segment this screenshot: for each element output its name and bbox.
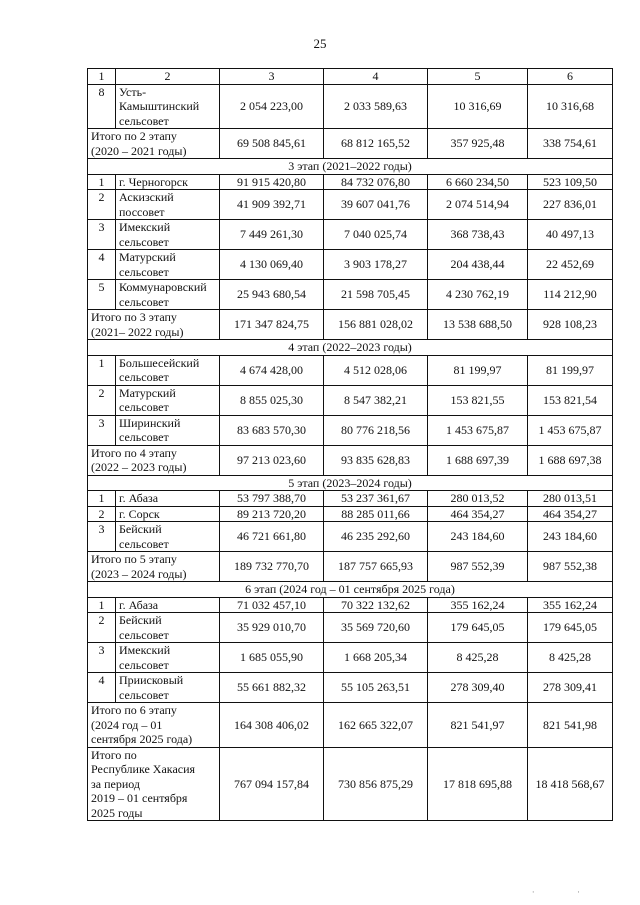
value-cell: 278 309,41	[528, 673, 613, 703]
value-cell: 464 354,27	[428, 506, 528, 522]
table-row	[88, 250, 613, 280]
value-cell: 39 607 041,76	[324, 190, 428, 220]
table-row	[88, 280, 613, 310]
value-cell: 41 909 392,71	[220, 190, 324, 220]
stage-label: 3 этап (2021–2022 годы)	[88, 159, 613, 175]
row-number: 4	[88, 673, 116, 703]
name-line: Бейский	[119, 613, 162, 627]
value-cell: 278 309,40	[428, 673, 528, 703]
name-cell	[88, 445, 220, 475]
value-cell: 987 552,39	[428, 552, 528, 582]
name-line: (2021– 2022 годы)	[91, 324, 184, 339]
value-cell: 1 453 675,87	[528, 415, 613, 445]
total-row	[88, 747, 613, 821]
value-cell: 280 013,52	[428, 491, 528, 507]
value-cell: 1 668 205,34	[324, 643, 428, 673]
name-cell	[116, 190, 220, 220]
value-cell: 69 508 845,61	[220, 129, 324, 159]
value-cell: 55 105 263,51	[324, 673, 428, 703]
name-line: Итого по 4 этапу	[91, 445, 177, 460]
value-cell: 93 835 628,83	[324, 445, 428, 475]
value-cell: 243 184,60	[528, 522, 613, 552]
table-row	[88, 643, 613, 673]
table-row	[88, 190, 613, 220]
value-cell: 187 757 665,93	[324, 552, 428, 582]
column-header: 3	[220, 69, 324, 85]
value-cell: 88 285 011,66	[324, 506, 428, 522]
name-line: (2022 – 2023 годы)	[91, 460, 187, 474]
stage-row	[88, 340, 613, 356]
name-line: Ширинский	[119, 415, 181, 430]
value-cell: 46 235 292,60	[324, 522, 428, 552]
name-line: 2019 – 01 сентября	[91, 791, 188, 805]
name-cell	[116, 673, 220, 703]
value-cell: 730 856 875,29	[324, 747, 428, 821]
total-row	[88, 129, 613, 159]
row-number: 3	[88, 415, 116, 445]
name-line: Итого по 3 этапу	[91, 310, 177, 324]
value-cell: 25 943 680,54	[220, 280, 324, 310]
name-line: сентября 2025 года)	[91, 732, 193, 746]
value-cell: 987 552,38	[528, 552, 613, 582]
table-row	[88, 673, 613, 703]
name-line: г. Сорск	[119, 506, 160, 521]
value-cell: 21 598 705,45	[324, 280, 428, 310]
name-line: Усть-	[119, 84, 147, 99]
value-cell: 1 685 055,90	[220, 643, 324, 673]
table-row	[88, 613, 613, 643]
row-number: 1	[88, 174, 116, 190]
row-number: 2	[88, 506, 116, 522]
name-line: сельсовет	[119, 687, 169, 702]
value-cell: 153 821,54	[528, 385, 613, 415]
column-header: 6	[528, 69, 613, 85]
name-cell	[116, 522, 220, 552]
value-cell: 338 754,61	[528, 129, 613, 159]
name-line: сельсовет	[119, 657, 169, 672]
value-cell: 357 925,48	[428, 129, 528, 159]
name-cell	[116, 506, 220, 522]
name-line: г. Черногорск	[119, 174, 188, 189]
row-number: 3	[88, 522, 116, 552]
value-cell: 81 199,97	[528, 355, 613, 385]
name-line: Камыштинский	[119, 99, 200, 113]
value-cell: 97 213 023,60	[220, 445, 324, 475]
name-line: Приисковый	[119, 673, 184, 687]
value-cell: 4 512 028,06	[324, 355, 428, 385]
name-cell	[88, 129, 220, 159]
value-cell: 18 418 568,67	[528, 747, 613, 821]
value-cell: 227 836,01	[528, 190, 613, 220]
value-cell: 53 797 388,70	[220, 491, 324, 507]
value-cell: 821 541,97	[428, 703, 528, 748]
row-number: 1	[88, 491, 116, 507]
column-header: 5	[428, 69, 528, 85]
value-cell: 8 425,28	[528, 643, 613, 673]
name-cell	[116, 597, 220, 613]
total-row	[88, 703, 613, 748]
name-line: сельсовет	[119, 234, 169, 249]
name-cell	[116, 280, 220, 310]
row-number: 3	[88, 220, 116, 250]
name-line: Бейский	[119, 522, 162, 536]
table-row	[88, 385, 613, 415]
table-row	[88, 84, 613, 129]
value-cell: 7 449 261,30	[220, 220, 324, 250]
name-line: Республике Хакасия	[91, 762, 196, 776]
name-cell	[116, 174, 220, 190]
value-cell: 179 645,05	[428, 613, 528, 643]
value-cell: 280 013,51	[528, 491, 613, 507]
name-cell	[116, 643, 220, 673]
value-cell: 4 674 428,00	[220, 355, 324, 385]
page-number: 25	[313, 36, 327, 51]
stage-label: 6 этап (2024 год – 01 сентября 2025 года)	[88, 582, 613, 598]
name-cell	[116, 385, 220, 415]
table-row	[88, 355, 613, 385]
name-cell	[88, 747, 220, 821]
row-number: 2	[88, 190, 116, 220]
header-row	[88, 69, 613, 85]
table-row	[88, 506, 613, 522]
value-cell: 4 230 762,19	[428, 280, 528, 310]
column-header: 4	[324, 69, 428, 85]
name-line: Матурский	[119, 385, 176, 400]
value-cell: 84 732 076,80	[324, 174, 428, 190]
row-number: 8	[88, 84, 116, 129]
name-line: Итого по 6 этапу	[91, 703, 177, 717]
value-cell: 17 818 695,88	[428, 747, 528, 821]
value-cell: 368 738,43	[428, 220, 528, 250]
name-line: Большесейский	[119, 355, 200, 370]
name-cell	[116, 415, 220, 445]
table-row	[88, 174, 613, 190]
name-line: сельсовет	[119, 430, 169, 444]
value-cell: 464 354,27	[528, 506, 613, 522]
name-cell	[116, 355, 220, 385]
value-cell: 2 033 589,63	[324, 84, 428, 129]
name-line: Итого по	[91, 747, 137, 762]
name-line: сельсовет	[119, 264, 169, 279]
table-row	[88, 220, 613, 250]
value-cell: 162 665 322,07	[324, 703, 428, 748]
value-cell: 3 903 178,27	[324, 250, 428, 280]
total-row	[88, 310, 613, 340]
value-cell: 171 347 824,75	[220, 310, 324, 340]
name-line: поссовет	[119, 204, 165, 219]
name-cell	[116, 250, 220, 280]
value-cell: 767 094 157,84	[220, 747, 324, 821]
name-line: сельсовет	[119, 113, 169, 128]
name-cell	[116, 84, 220, 129]
value-cell: 55 661 882,32	[220, 673, 324, 703]
name-line: Итого по 5 этапу	[91, 552, 177, 566]
name-line: г. Абаза	[119, 597, 159, 612]
row-number: 3	[88, 643, 116, 673]
value-cell: 156 881 028,02	[324, 310, 428, 340]
name-line: Итого по 2 этапу	[91, 129, 177, 143]
name-line: Матурский	[119, 250, 176, 264]
value-cell: 8 425,28	[428, 643, 528, 673]
name-cell	[116, 491, 220, 507]
value-cell: 35 569 720,60	[324, 613, 428, 643]
row-number: 2	[88, 613, 116, 643]
stage-row	[88, 159, 613, 175]
value-cell: 10 316,69	[428, 84, 528, 129]
name-line: сельсовет	[119, 370, 169, 384]
column-header: 1	[88, 69, 116, 85]
value-cell: 7 040 025,74	[324, 220, 428, 250]
value-cell: 2 074 514,94	[428, 190, 528, 220]
value-cell: 1 453 675,87	[428, 415, 528, 445]
value-cell: 8 855 025,30	[220, 385, 324, 415]
name-line: сельсовет	[119, 536, 169, 551]
value-cell: 355 162,24	[428, 597, 528, 613]
name-line: (2024 год – 01	[91, 717, 163, 732]
value-cell: 355 162,24	[528, 597, 613, 613]
name-cell	[116, 220, 220, 250]
name-line: за период	[91, 776, 140, 791]
value-cell: 164 308 406,02	[220, 703, 324, 748]
value-cell: 4 130 069,40	[220, 250, 324, 280]
name-line: Аскизский	[119, 190, 174, 204]
value-cell: 114 212,90	[528, 280, 613, 310]
value-cell: 68 812 165,52	[324, 129, 428, 159]
value-cell: 179 645,05	[528, 613, 613, 643]
value-cell: 53 237 361,67	[324, 491, 428, 507]
value-cell: 40 497,13	[528, 220, 613, 250]
value-cell: 70 322 132,62	[324, 597, 428, 613]
value-cell: 8 547 382,21	[324, 385, 428, 415]
row-number: 5	[88, 280, 116, 310]
value-cell: 928 108,23	[528, 310, 613, 340]
name-cell	[88, 310, 220, 340]
name-line: сельсовет	[119, 400, 169, 414]
name-cell	[116, 613, 220, 643]
name-line: Коммунаровский	[119, 280, 207, 294]
value-cell: 13 538 688,50	[428, 310, 528, 340]
table-row	[88, 415, 613, 445]
name-line: Имекский	[119, 220, 171, 234]
name-line: г. Абаза	[119, 491, 159, 505]
value-cell: 80 776 218,56	[324, 415, 428, 445]
value-cell: 523 109,50	[528, 174, 613, 190]
name-cell	[88, 552, 220, 582]
name-line: сельсовет	[119, 294, 169, 309]
table-row	[88, 491, 613, 507]
value-cell: 89 213 720,20	[220, 506, 324, 522]
table-row	[88, 522, 613, 552]
value-cell: 46 721 661,80	[220, 522, 324, 552]
name-line: 2025 годы	[91, 805, 143, 820]
value-cell: 1 688 697,39	[428, 445, 528, 475]
stage-row	[88, 582, 613, 598]
name-line: Имекский	[119, 643, 171, 657]
row-number: 1	[88, 597, 116, 613]
name-line: сельсовет	[119, 627, 169, 642]
value-cell: 204 438,44	[428, 250, 528, 280]
value-cell: 91 915 420,80	[220, 174, 324, 190]
value-cell: 243 184,60	[428, 522, 528, 552]
table-row	[88, 597, 613, 613]
value-cell: 153 821,55	[428, 385, 528, 415]
stage-label: 4 этап (2022–2023 годы)	[88, 340, 613, 356]
row-number: 2	[88, 385, 116, 415]
value-cell: 2 054 223,00	[220, 84, 324, 129]
value-cell: 83 683 570,30	[220, 415, 324, 445]
value-cell: 1 688 697,38	[528, 445, 613, 475]
value-cell: 71 032 457,10	[220, 597, 324, 613]
row-number: 1	[88, 355, 116, 385]
value-cell: 22 452,69	[528, 250, 613, 280]
data-table	[87, 68, 613, 821]
value-cell: 189 732 770,70	[220, 552, 324, 582]
total-row	[88, 445, 613, 475]
value-cell: 821 541,98	[528, 703, 613, 748]
scan-marks: · ·	[531, 887, 600, 897]
row-number: 4	[88, 250, 116, 280]
value-cell: 35 929 010,70	[220, 613, 324, 643]
value-cell: 81 199,97	[428, 355, 528, 385]
name-line: (2023 – 2024 годы)	[91, 566, 187, 581]
stage-row	[88, 475, 613, 491]
column-header: 2	[116, 69, 220, 85]
name-cell	[88, 703, 220, 748]
value-cell: 10 316,68	[528, 84, 613, 129]
name-line: (2020 – 2021 годы)	[91, 143, 187, 158]
total-row	[88, 552, 613, 582]
value-cell: 6 660 234,50	[428, 174, 528, 190]
stage-label: 5 этап (2023–2024 годы)	[88, 475, 613, 491]
